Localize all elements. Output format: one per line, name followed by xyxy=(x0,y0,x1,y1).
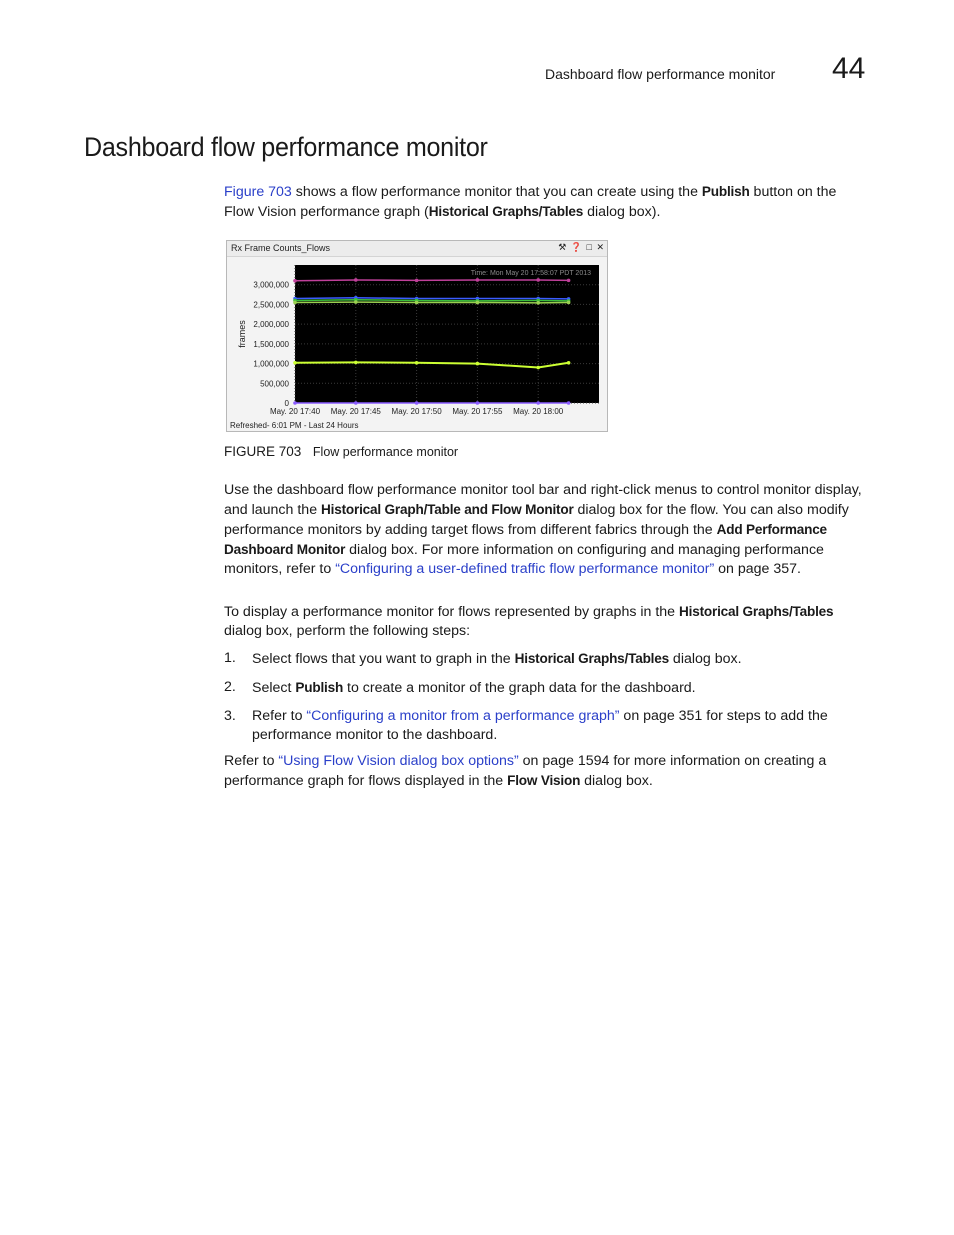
configuring-monitor-link[interactable]: “Configuring a monitor from a performance graph” xyxy=(306,708,620,724)
para3-text-1: Refer to xyxy=(224,753,279,769)
figure-caption xyxy=(224,444,458,459)
para2-text-2: dialog box, perform the following steps: xyxy=(224,623,471,639)
y-tick-label: 3,000,000 xyxy=(253,280,289,290)
x-tick-label: May. 20 17:40 xyxy=(269,407,321,416)
intro-text-1: shows a flow performance monitor that you can create using the xyxy=(291,184,702,200)
paragraph-2 xyxy=(224,602,870,641)
data-point xyxy=(415,401,419,405)
data-point xyxy=(354,278,358,282)
data-point xyxy=(293,301,297,305)
y-tick-label: 0 xyxy=(284,399,289,408)
publish-term: Publish xyxy=(701,184,750,199)
y-tick-label: 2,500,000 xyxy=(253,300,289,310)
para1-text-1: Use the dashboard flow performance monitor tool bar and right-click menus to control monitor display, and launch the xyxy=(224,482,862,518)
data-point xyxy=(415,361,419,365)
page-title: Dashboard flow performance monitor xyxy=(84,132,488,162)
step-number: 3. xyxy=(224,708,236,724)
intro-text-3: dialog box). xyxy=(583,204,661,220)
figure-link[interactable]: Figure 703 xyxy=(224,184,292,200)
configuring-user-defined-link[interactable]: “Configuring a user-defined traffic flow performance monitor” xyxy=(335,561,715,577)
plot-area xyxy=(295,265,599,403)
rx-frame-chart xyxy=(227,257,607,417)
step-item xyxy=(224,707,870,745)
intro-text-2: button on the Flow Vision performance graph ( xyxy=(224,184,837,220)
para3-text-2: on page 1594 for more information on creating a performance graph for flows displayed in the xyxy=(224,753,827,789)
historical-graph-flow-monitor-term: Historical Graph/Table and Flow Monitor xyxy=(321,502,574,517)
para3-text-3: dialog box. xyxy=(580,773,653,789)
data-point xyxy=(293,401,297,405)
using-flow-vision-link[interactable]: “Using Flow Vision dialog box options” xyxy=(278,753,519,769)
paragraph-3 xyxy=(224,752,870,791)
step-number: 2. xyxy=(224,679,236,695)
y-tick-label: 2,000,000 xyxy=(253,320,289,330)
y-tick-label: 500,000 xyxy=(260,379,289,389)
data-point xyxy=(354,300,358,304)
data-point xyxy=(567,401,571,405)
series-line xyxy=(295,280,569,281)
y-tick-label: 1,500,000 xyxy=(253,339,289,349)
add-performance-dashboard-monitor-term: Add Performance Dashboard Monitor xyxy=(224,522,827,557)
steps-list xyxy=(224,649,870,754)
series-line xyxy=(295,300,569,301)
paragraph-1 xyxy=(224,481,870,579)
data-point xyxy=(567,361,571,365)
data-point xyxy=(293,279,297,283)
flow-performance-monitor-panel xyxy=(226,240,608,432)
intro-paragraph xyxy=(224,182,870,222)
data-point xyxy=(476,278,480,282)
data-point xyxy=(536,301,540,305)
step-term: Publish xyxy=(295,680,344,695)
step-text: Select xyxy=(252,680,296,696)
data-point xyxy=(536,401,540,405)
data-point xyxy=(476,401,480,405)
data-point xyxy=(293,361,297,365)
step-text: dialog box. xyxy=(668,651,742,667)
series-line xyxy=(295,298,569,299)
data-point xyxy=(476,301,480,305)
x-tick-label: May. 20 18:00 xyxy=(513,407,564,416)
para1-text-2: dialog box for the flow. You can also modify performance monitors by adding target flows from different fabrics through the xyxy=(224,502,849,538)
y-tick-label: 1,000,000 xyxy=(253,359,289,369)
x-tick-label: May. 20 17:50 xyxy=(391,407,442,416)
data-point xyxy=(354,361,358,365)
flow-vision-term: Flow Vision xyxy=(507,773,581,788)
historical-graphs-term-2: Historical Graphs/Tables xyxy=(679,604,834,619)
step-term: Historical Graphs/Tables xyxy=(514,651,669,666)
data-point xyxy=(536,278,540,282)
step-text: Select flows that you want to graph in the xyxy=(252,651,515,667)
para1-text-4: on page 357. xyxy=(714,561,801,577)
data-point xyxy=(415,279,419,283)
y-axis-label: frames xyxy=(237,320,247,348)
x-tick-label: May. 20 17:55 xyxy=(452,407,503,416)
data-point xyxy=(567,279,571,283)
panel-refresh-status: Refreshed- 6:01 PM - Last 24 Hours xyxy=(230,421,359,430)
panel-toolbar-icons[interactable]: ⚒ ❓ □ ✕ xyxy=(558,242,605,252)
step-item xyxy=(224,649,870,669)
historical-graphs-term: Historical Graphs/Tables xyxy=(428,204,584,219)
data-point xyxy=(567,301,571,305)
data-point xyxy=(476,362,480,366)
step-text: Refer to xyxy=(252,708,307,724)
x-tick-label: May. 20 17:45 xyxy=(330,407,381,416)
panel-title: Rx Frame Counts_Flows xyxy=(231,243,331,253)
chapter-number: 44 xyxy=(832,52,866,85)
figure-title: Flow performance monitor xyxy=(312,445,459,459)
figure-label: FIGURE 703 xyxy=(224,444,302,459)
data-point xyxy=(354,401,358,405)
para2-text-1: To display a performance monitor for flows represented by graphs in the xyxy=(224,604,680,620)
step-text: to create a monitor of the graph data for the dashboard. xyxy=(343,680,696,696)
para1-text-3: dialog box. For more information on configuring and managing performance monitors, refer to xyxy=(224,542,824,577)
data-point xyxy=(536,366,540,370)
step-item xyxy=(224,678,870,698)
running-header-title: Dashboard flow performance monitor xyxy=(545,66,776,82)
step-number: 1. xyxy=(224,650,236,666)
data-point xyxy=(415,301,419,305)
series-line xyxy=(295,302,569,303)
step-text: on page 351 for steps to add the performance monitor to the dashboard. xyxy=(252,708,828,743)
chart-timestamp: Time: Mon May 20 17:58:07 PDT 2013 xyxy=(470,270,591,277)
